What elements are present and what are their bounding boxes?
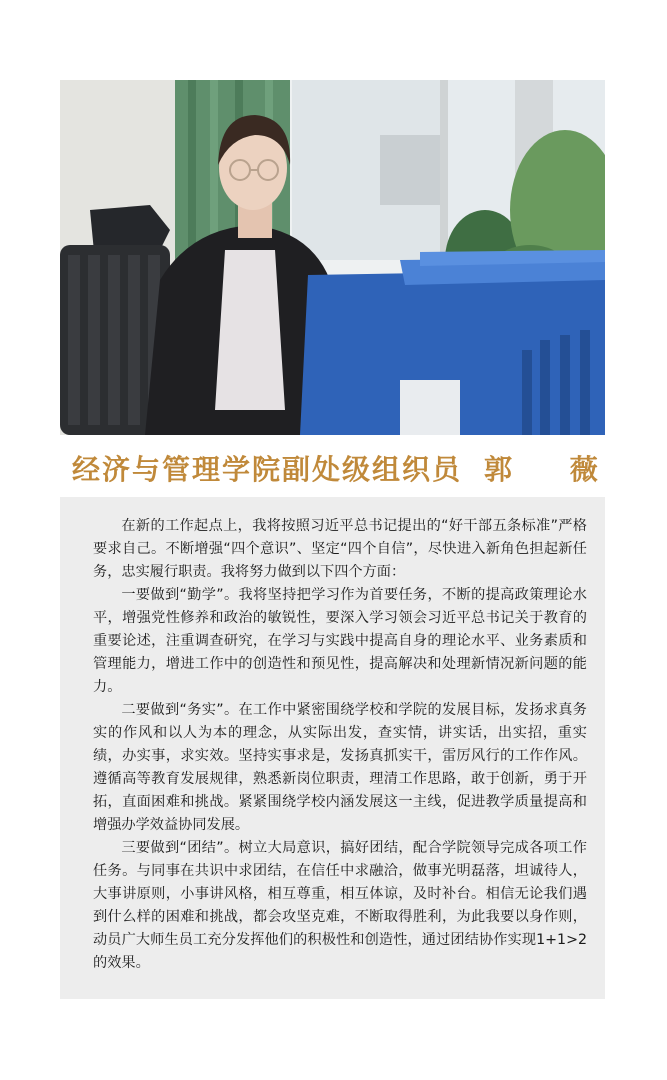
paragraph-unity: 三要做到“团结”。树立大局意识，搞好团结，配合学院领导完成各项工作任务。与同事在共识中求团结，在信任中求融洽，做事光明磊落，坦诚待人，大事讲原则，小事讲风格，相互尊重，相互体谅，及时补台。相信无论我们遇到什么样的困难和挑战，都会攻坚克难，不断取得胜利，为此我要以身作则，动员广大师生员工充分发挥他们的积极性和创造性，通过团结协作实现1+1>2的效果。 — [93, 840, 587, 971]
paragraph-pragmatic: 二要做到“务实”。在工作中紧密围绕学校和学院的发展目标，发扬求真务实的作风和以人为本的理念，从实际出发，查实情，讲实话，出实招，重实绩，办实事，求实效。坚持实事求是，发扬真抓实干，雷厉风行的工作作风。遵循高等教育发展规律，熟悉新岗位职责，理清工作思路，敢于创新，勇于开拓，直面困难和挑战。紧紧围绕学校内涵发展这一主线，促进教学质量提高和增强办学效益协同发展。 — [93, 702, 587, 833]
paragraph-intro: 在新的工作起点上，我将按照习近平总书记提出的“好干部五条标准”严格要求自己。不断增强“四个意识”、坚定“四个自信”，尽快进入新角色担起新任务，忠实履行职责。我将努力做到以下四个方面： — [93, 518, 587, 580]
person-name: 郭 薇 — [484, 453, 622, 486]
portrait-photo — [60, 80, 605, 435]
page-title — [60, 450, 622, 490]
title-text: 经济与管理学院副处级组织员 — [72, 453, 463, 486]
paragraph-diligent-study: 一要做到“勤学”。我将坚持把学习作为首要任务，不断的提高政策理论水平，增强党性修养和政治的敏锐性，要深入学习领会习近平总书记关于教育的重要论述，注重调查研究，在学习与实践中提高自身的理论水平、业务素质和管理能力，增进工作中的创造性和预见性，提高解决和处理新情况新问题的能力。 — [93, 587, 587, 695]
text-panel — [60, 497, 605, 999]
